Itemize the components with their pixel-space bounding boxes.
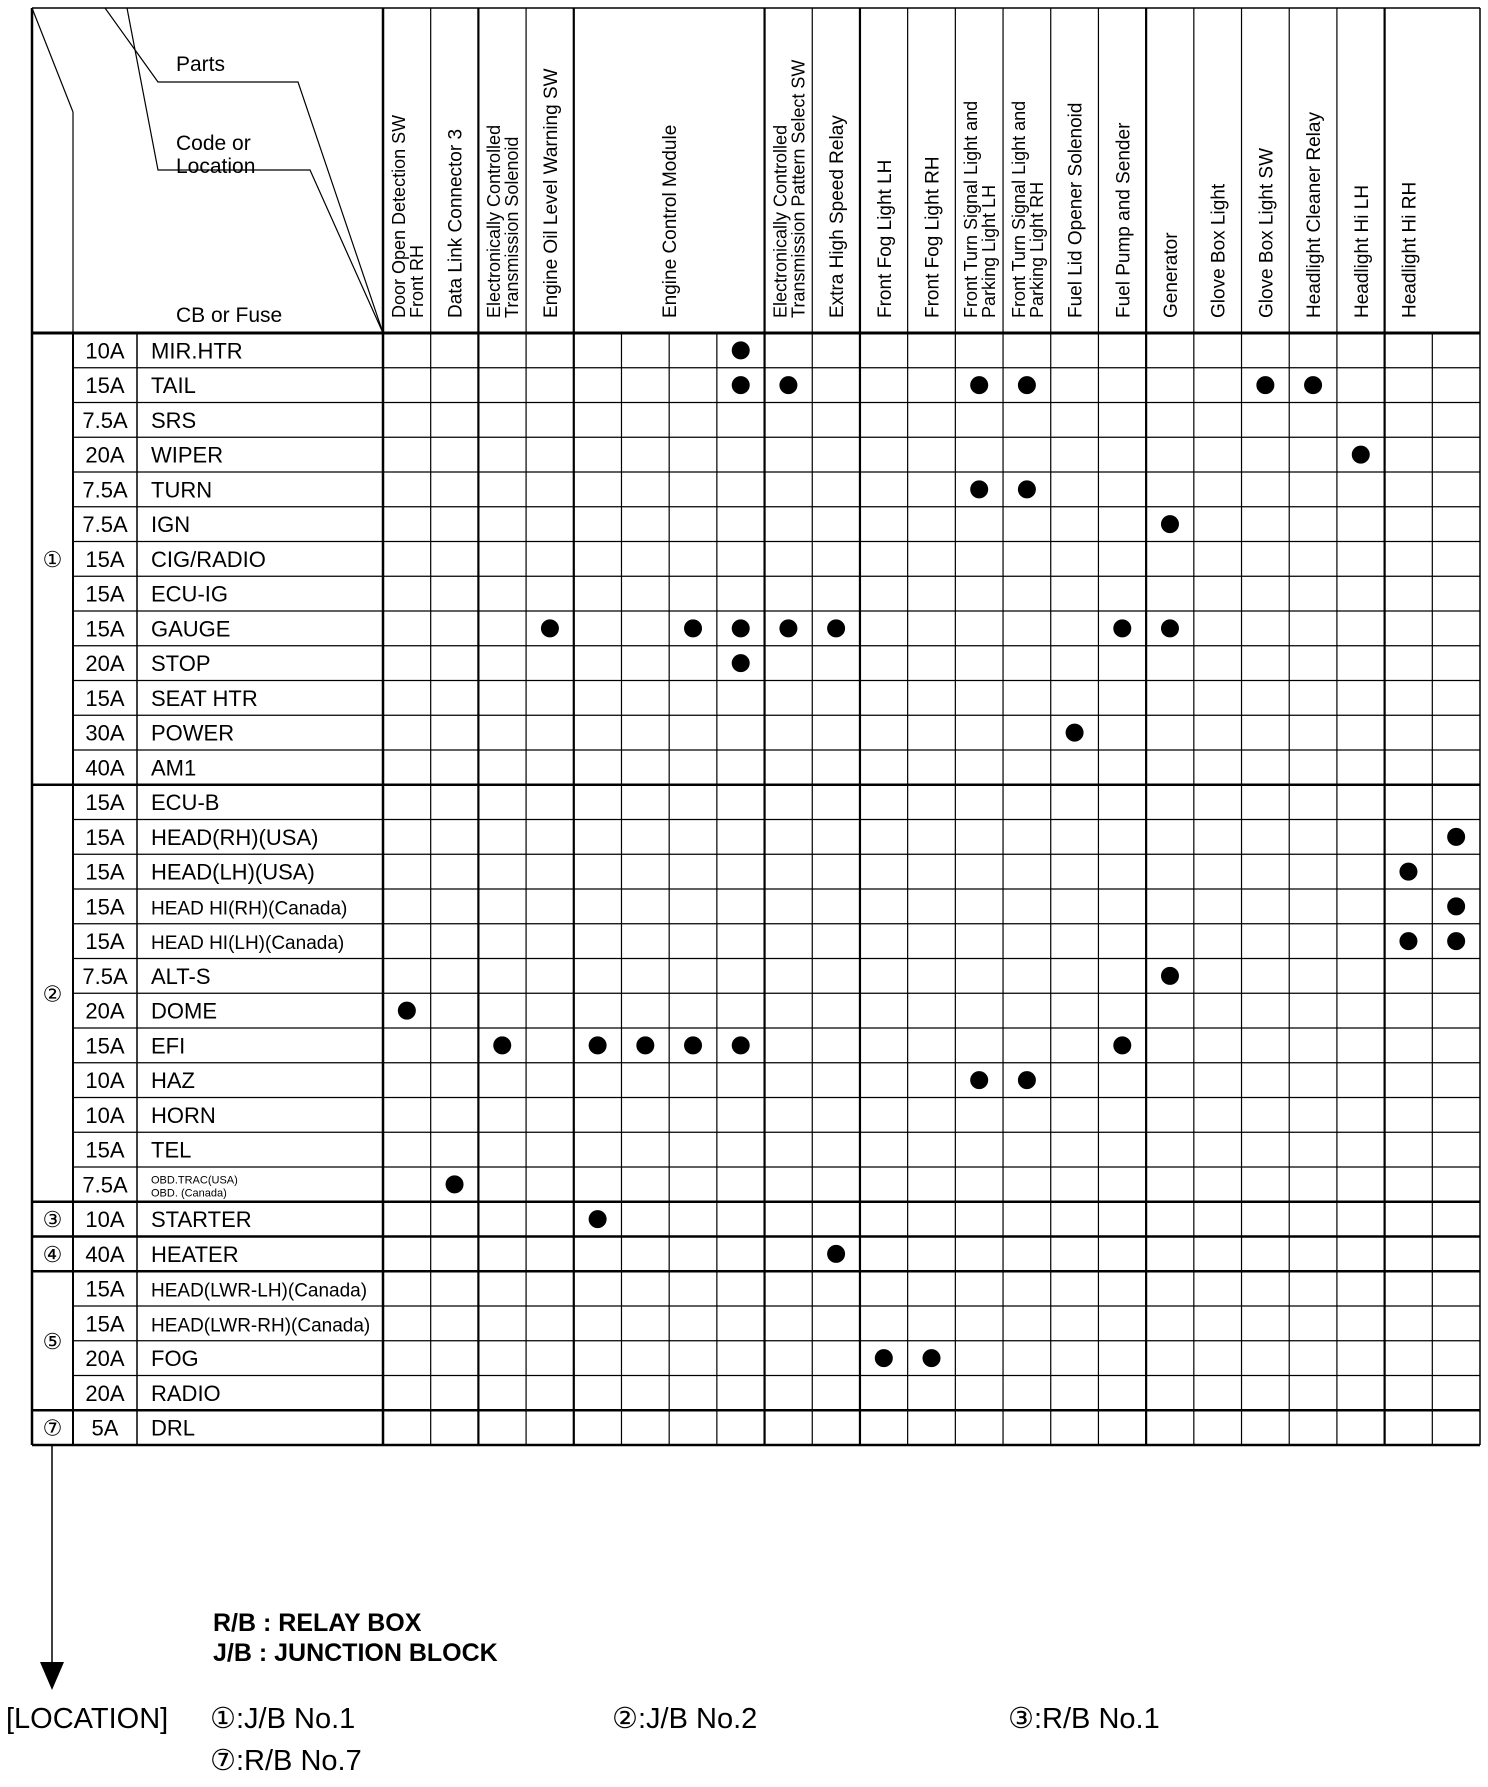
connection-dot xyxy=(1161,967,1179,985)
column-header-11: Parking Light RH xyxy=(1026,181,1047,318)
fuse-amp-8: 15A xyxy=(85,581,125,607)
column-header-2: Data Link Connector 3 xyxy=(445,128,467,318)
fuse-amp-18: 15A xyxy=(85,929,125,955)
fuse-amp-6: 7.5A xyxy=(82,512,128,538)
column-header-9: Front Fog Light RH xyxy=(922,156,944,318)
column-header-3: Transmission Solenoid xyxy=(502,136,523,318)
fuse-name-23: HORN xyxy=(151,1102,216,1128)
connection-dot xyxy=(827,1245,845,1263)
column-header-5: Engine Control Module xyxy=(660,124,682,318)
location-label: [LOCATION] xyxy=(6,1703,169,1735)
connection-dot xyxy=(1066,724,1084,742)
connection-dot xyxy=(1399,932,1417,950)
fuse-amp-13: 40A xyxy=(85,755,125,781)
column-header-6: Electronically Controlled xyxy=(770,124,791,318)
fuse-name-32: DRL xyxy=(151,1415,196,1441)
fuse-name-13: AM1 xyxy=(151,755,197,781)
connection-dot xyxy=(779,619,797,637)
connection-dot xyxy=(1018,376,1036,394)
fuse-amp-4: 20A xyxy=(85,442,125,468)
group-code-3: ③ xyxy=(42,1207,63,1233)
group-code-1: ① xyxy=(42,546,63,572)
fuse-amp-28: 15A xyxy=(85,1276,125,1302)
connection-dot xyxy=(446,1175,464,1193)
fuse-amp-25: 7.5A xyxy=(82,1172,128,1198)
location-rb-no7: ⑦:R/B No.7 xyxy=(210,1745,362,1777)
connection-dot xyxy=(1113,619,1131,637)
connection-dot xyxy=(1113,1036,1131,1054)
fuse-name-12: POWER xyxy=(151,720,235,746)
fuse-amp-22: 10A xyxy=(85,1068,125,1094)
fuse-name-10: STOP xyxy=(151,651,211,677)
column-header-1: Door Open Detection SW xyxy=(388,114,409,318)
location-rb-no1: ③:R/B No.1 xyxy=(1008,1703,1160,1735)
header-code-label: Code or xyxy=(176,132,251,155)
connection-dot xyxy=(1161,515,1179,533)
fuse-name-22: HAZ xyxy=(151,1068,195,1094)
fuse-name-5: TURN xyxy=(151,477,213,503)
column-header-6: Transmission Pattern Select SW xyxy=(788,59,809,318)
connection-dot xyxy=(1447,932,1465,950)
fuse-amp-1: 10A xyxy=(85,338,125,364)
fuse-name-16: HEAD(LH)(USA) xyxy=(151,859,315,885)
connection-dot xyxy=(1447,828,1465,846)
connection-dot xyxy=(970,376,988,394)
fuse-amp-27: 40A xyxy=(85,1241,125,1267)
connection-dot xyxy=(875,1349,893,1367)
connection-dot xyxy=(732,341,750,359)
fuse-name-8: ECU-IG xyxy=(151,581,228,607)
connection-dot xyxy=(541,619,559,637)
fuse-amp-24: 15A xyxy=(85,1137,125,1163)
connection-dot xyxy=(1161,619,1179,637)
connection-dot xyxy=(1399,863,1417,881)
fuse-name-28: HEAD(LWR-LH)(Canada) xyxy=(151,1280,368,1302)
fuse-name-2: TAIL xyxy=(151,373,196,399)
column-header-10: Front Turn Signal Light and xyxy=(961,100,982,318)
fuse-name-17: HEAD HI(RH)(Canada) xyxy=(151,898,348,920)
fuse-name-30: FOG xyxy=(151,1346,199,1372)
connection-dot xyxy=(732,654,750,672)
fuse-name-15: HEAD(RH)(USA) xyxy=(151,824,319,850)
connection-dot xyxy=(1304,376,1322,394)
location-jb-no2: ②:J/B No.2 xyxy=(612,1703,758,1735)
connection-dot xyxy=(732,1036,750,1054)
connection-dot xyxy=(827,619,845,637)
connection-dot xyxy=(732,619,750,637)
fuse-amp-11: 15A xyxy=(85,685,125,711)
column-header-14: Generator xyxy=(1160,232,1182,318)
connection-dot xyxy=(1352,446,1370,464)
connection-dot xyxy=(493,1036,511,1054)
fuse-name-7: CIG/RADIO xyxy=(151,546,266,572)
fuse-name-20: DOME xyxy=(151,998,217,1024)
fuse-amp-12: 30A xyxy=(85,720,125,746)
fuse-name-3: SRS xyxy=(151,407,197,433)
fuse-amp-14: 15A xyxy=(85,790,125,816)
fuse-name-31: RADIO xyxy=(151,1380,221,1406)
connection-dot xyxy=(1018,1071,1036,1089)
column-header-12: Fuel Lid Opener Solenoid xyxy=(1065,102,1087,318)
fuse-name-14: ECU-B xyxy=(151,790,220,816)
column-header-18: Headlight Hi LH xyxy=(1351,184,1373,318)
connection-dot xyxy=(970,480,988,498)
connection-dot xyxy=(398,1002,416,1020)
connection-dot xyxy=(1447,897,1465,915)
fuse-amp-19: 7.5A xyxy=(82,963,128,989)
column-header-19: Headlight Hi RH xyxy=(1399,181,1421,318)
column-header-16: Glove Box Light SW xyxy=(1256,147,1278,318)
connection-dot xyxy=(1256,376,1274,394)
fuse-name-4: WIPER xyxy=(151,442,224,468)
column-header-7: Extra High Speed Relay xyxy=(827,115,849,318)
connection-dot xyxy=(970,1071,988,1089)
fuse-amp-5: 7.5A xyxy=(82,477,128,503)
fuse-amp-3: 7.5A xyxy=(82,407,128,433)
fuse-amp-21: 15A xyxy=(85,1033,125,1059)
group-code-5: ⑤ xyxy=(42,1328,63,1354)
fuse-amp-15: 15A xyxy=(85,824,125,850)
fuse-amp-23: 10A xyxy=(85,1102,125,1128)
column-header-10: Parking Light LH xyxy=(979,184,1000,318)
fuse-name-9: GAUGE xyxy=(151,616,231,642)
fuse-name-26: STARTER xyxy=(151,1207,252,1233)
fuse-amp-9: 15A xyxy=(85,616,125,642)
connection-dot xyxy=(732,376,750,394)
column-header-4: Engine Oil Level Warning SW xyxy=(540,68,562,318)
fuse-amp-29: 15A xyxy=(85,1311,125,1337)
connection-dot xyxy=(684,1036,702,1054)
connection-dot xyxy=(779,376,797,394)
fuse-name-11: SEAT HTR xyxy=(151,685,258,711)
column-header-15: Glove Box Light xyxy=(1208,183,1230,318)
fuse-name-24: TEL xyxy=(151,1137,192,1163)
fuse-amp-17: 15A xyxy=(85,894,125,920)
fuse-amp-7: 15A xyxy=(85,546,125,572)
fuse-amp-26: 10A xyxy=(85,1207,125,1233)
fuse-amp-10: 20A xyxy=(85,651,125,677)
legend-junction-block: J/B : JUNCTION BLOCK xyxy=(213,1639,498,1667)
header-location-label: Location xyxy=(176,155,256,178)
location-jb-no1: ①:J/B No.1 xyxy=(210,1703,356,1735)
header-cb-fuse-label: CB or Fuse xyxy=(176,304,283,327)
column-header-8: Front Fog Light LH xyxy=(874,159,896,318)
group-code-6: ⑦ xyxy=(42,1415,63,1441)
location-arrow-head xyxy=(40,1662,64,1690)
connection-dot xyxy=(684,619,702,637)
column-header-11: Front Turn Signal Light and xyxy=(1008,100,1029,318)
fuse-amp-30: 20A xyxy=(85,1346,125,1372)
fuse-name-line2-25: OBD. (Canada) xyxy=(151,1187,227,1200)
group-code-4: ④ xyxy=(42,1241,63,1267)
fuse-name-25: OBD.TRAC(USA) xyxy=(151,1174,238,1187)
fuse-amp-31: 20A xyxy=(85,1380,125,1406)
connection-dot xyxy=(589,1210,607,1228)
fuse-amp-32: 5A xyxy=(91,1415,119,1441)
column-header-3: Electronically Controlled xyxy=(484,124,505,318)
fuse-amp-20: 20A xyxy=(85,998,125,1024)
connection-dot xyxy=(589,1036,607,1054)
fuse-name-27: HEATER xyxy=(151,1241,239,1267)
column-header-1: Front RH xyxy=(406,244,427,318)
fuse-name-29: HEAD(LWR-RH)(Canada) xyxy=(151,1315,371,1337)
fuse-name-19: ALT-S xyxy=(151,963,211,989)
fuse-name-21: EFI xyxy=(151,1033,186,1059)
fuse-amp-16: 15A xyxy=(85,859,125,885)
column-header-17: Headlight Cleaner Relay xyxy=(1304,112,1326,318)
connection-dot xyxy=(1018,480,1036,498)
header-parts-label: Parts xyxy=(176,53,226,76)
legend-relay-box: R/B : RELAY BOX xyxy=(213,1609,422,1637)
fuse-name-18: HEAD HI(LH)(Canada) xyxy=(151,933,345,955)
fuse-name-1: MIR.HTR xyxy=(151,338,243,364)
group-code-2: ② xyxy=(42,981,63,1007)
connection-dot xyxy=(636,1036,654,1054)
column-header-13: Fuel Pump and Sender xyxy=(1113,122,1135,318)
connection-dot xyxy=(923,1349,941,1367)
header-diagonal-line xyxy=(32,8,73,112)
fuse-name-6: IGN xyxy=(151,512,191,538)
fuse-amp-2: 15A xyxy=(85,373,125,399)
